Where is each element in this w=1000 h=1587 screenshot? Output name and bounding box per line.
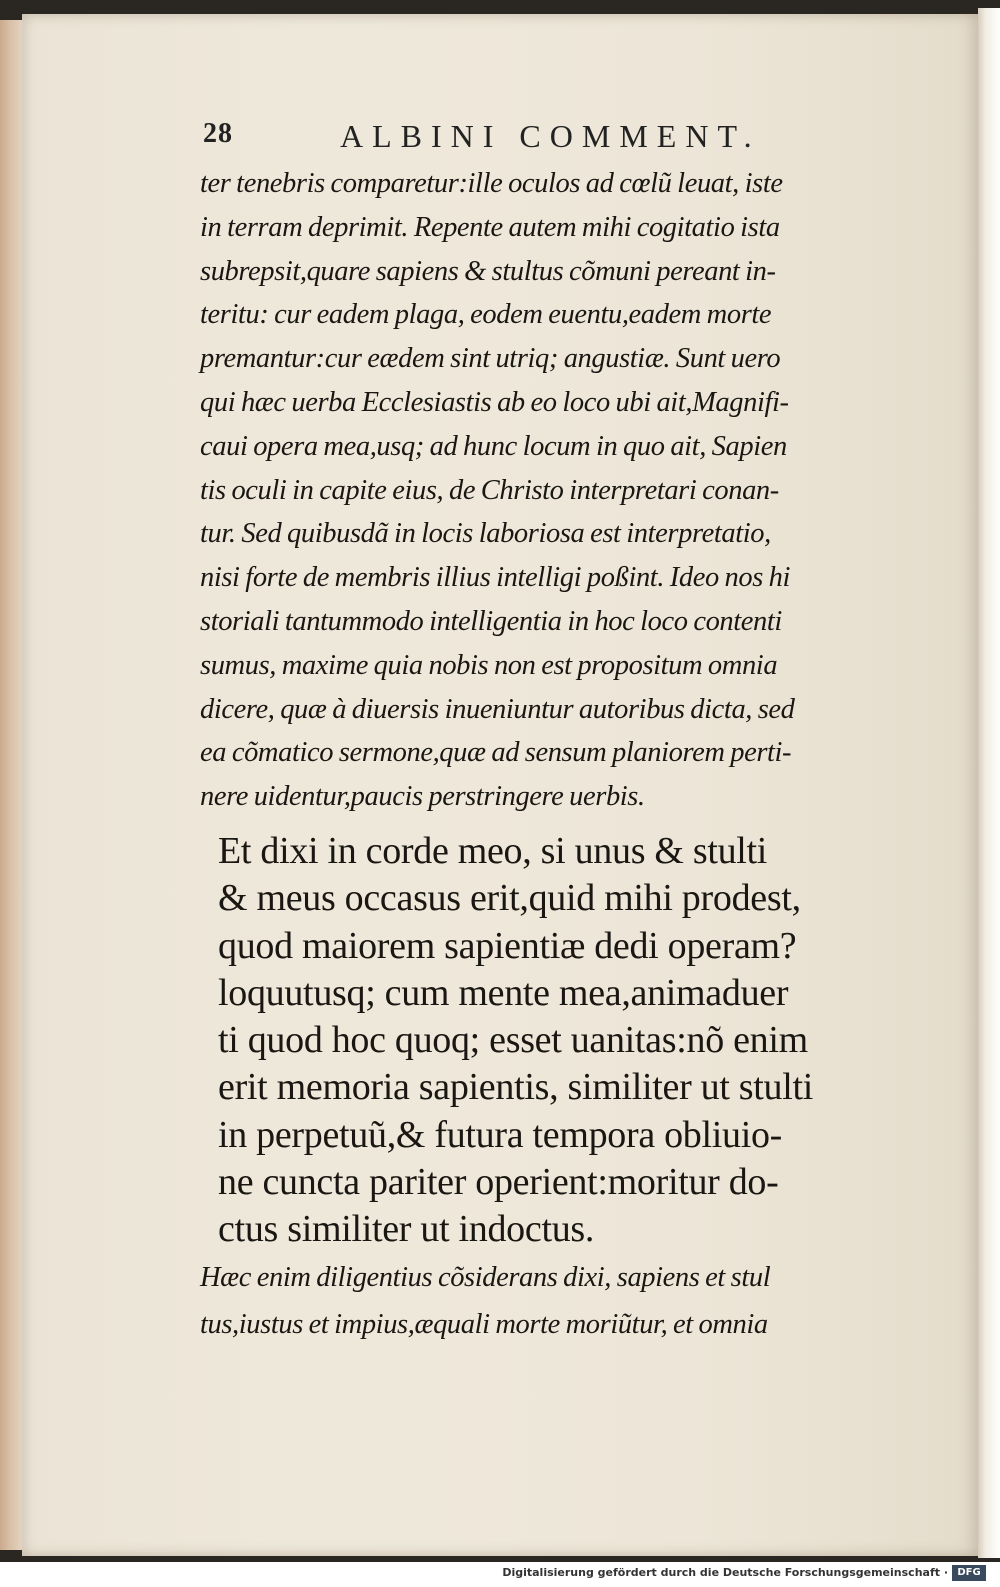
text-line: dicere, quæ à diuersis inueniuntur autoribus dicta, sed [200, 693, 795, 725]
running-head: ALBINI COMMENT. [340, 118, 761, 154]
commentary-block-top [200, 162, 890, 819]
text-line: nere uidentur,paucis perstringere uerbis. [200, 781, 645, 813]
text-line: ea cõmatico sermone,quæ ad sensum planiorem perti- [200, 737, 792, 769]
text-line: Et dixi in corde meo, si unus & stulti [218, 830, 768, 872]
text-line: erit memoria sapientis, similiter ut stulti [218, 1066, 814, 1109]
text-line: loquutusq; cum mente mea,animaduer [218, 971, 789, 1014]
text-line: sumus, maxime quia nobis non est propositum omnia [200, 649, 778, 681]
page-gutter-edge [978, 8, 1000, 1558]
text-line: tis oculi in capite eius, de Christo interpretari conan- [200, 474, 779, 506]
text-line: tur. Sed quibusdã in locis laboriosa est interpretatio, [200, 518, 771, 550]
text-line: tus,iustus et impius,æquali morte moriũtur, et omnia [200, 1309, 768, 1340]
text-line: in terram deprimit. Repente autem mihi cogitatio ista [200, 211, 780, 243]
text-line: subrepsit,quare sapiens & stultus cõmuni pereant in- [200, 255, 776, 287]
text-line: storiali tantummodo intelligentia in hoc loco contenti [200, 605, 782, 637]
text-line: ter tenebris comparetur:ille oculos ad cœlũ leuat, iste [200, 168, 783, 199]
funding-credit: Digitalisierung gefördert durch die Deutsche Forschungsgemeinschaft · [502, 1566, 948, 1579]
dfg-logo: DFG [952, 1565, 986, 1581]
text-line: quod maiorem sapientiæ dedi operam? [218, 924, 797, 967]
page-number: 28 [203, 118, 233, 149]
text-line: teritu: cur eadem plaga, eodem euentu,eadem morte [200, 299, 772, 331]
page-header [203, 118, 763, 158]
text-line: ctus similiter ut indoctus. [218, 1208, 595, 1251]
text-line: ti quod hoc quoq; esset uanitas:nõ enim [218, 1019, 808, 1062]
text-line: & meus occasus erit,quid mihi prodest, [218, 877, 801, 920]
text-line: nisi forte de membris illius intelligi poßint. Ideo nos hi [200, 562, 791, 594]
scripture-passage [218, 828, 898, 1254]
text-line: premantur:cur eædem sint utriq; angustiæ. Sunt uero [200, 343, 781, 375]
text-line: caui opera mea,usq; ad hunc locum in quo ait, Sapien [200, 430, 787, 462]
text-line: ne cuncta pariter operient:moritur do- [218, 1161, 779, 1204]
text-line: qui hæc uerba Ecclesiastis ab eo loco ubi ait,Magnifi- [200, 386, 789, 418]
text-line: in perpetuũ,& futura tempora obliuio- [218, 1113, 783, 1156]
commentary-block-bottom [200, 1254, 890, 1348]
text-line: Hæc enim diligentius cõsiderans dixi, sapiens et stul [200, 1262, 771, 1293]
